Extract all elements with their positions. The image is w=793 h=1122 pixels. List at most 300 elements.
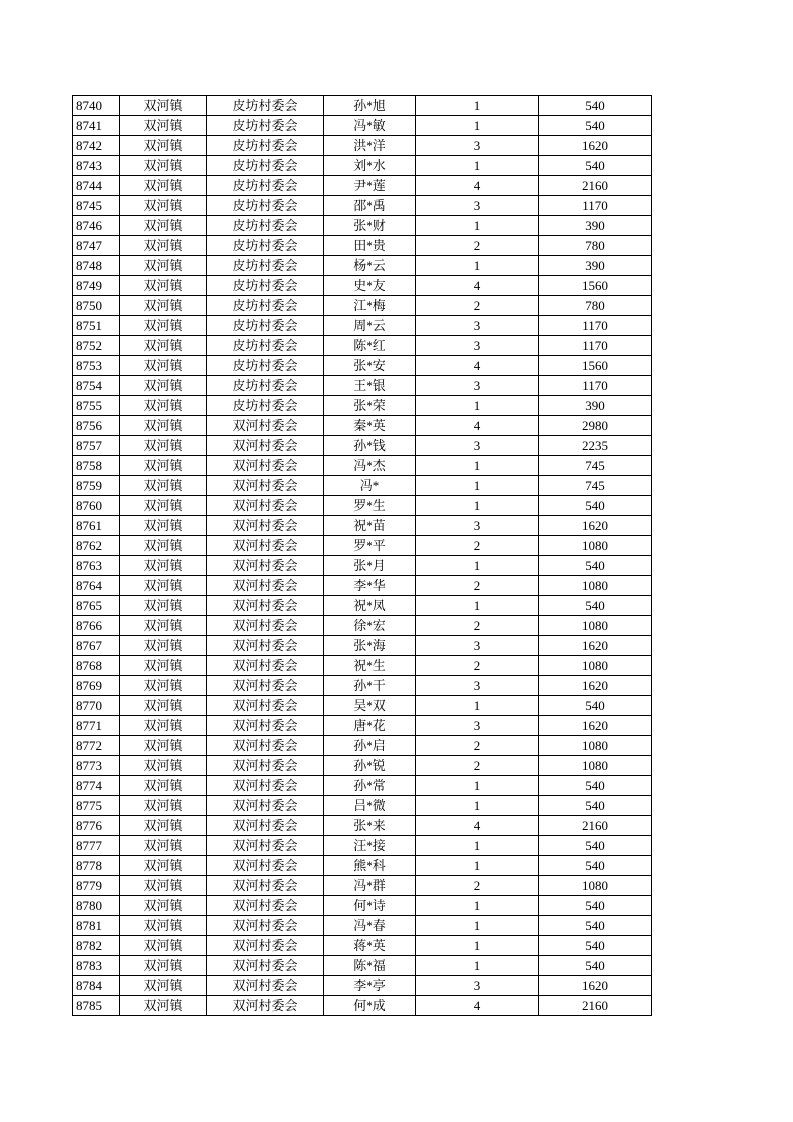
- town-cell: 双河镇: [120, 196, 207, 216]
- table-row: [73, 876, 652, 896]
- name-cell: 张*荣: [324, 396, 416, 416]
- count-cell: 1: [416, 856, 539, 876]
- village-committee-cell: 皮坊村委会: [207, 256, 324, 276]
- table-row: [73, 476, 652, 496]
- count-cell: 3: [416, 196, 539, 216]
- town-cell: 双河镇: [120, 536, 207, 556]
- town-cell: 双河镇: [120, 336, 207, 356]
- row-number-cell: 8747: [73, 236, 120, 256]
- name-cell: 祝*生: [324, 656, 416, 676]
- village-committee-cell: 双河村委会: [207, 636, 324, 656]
- name-cell: 邵*禹: [324, 196, 416, 216]
- name-cell: 唐*花: [324, 716, 416, 736]
- town-cell: 双河镇: [120, 696, 207, 716]
- row-number-cell: 8761: [73, 516, 120, 536]
- village-committee-cell: 双河村委会: [207, 496, 324, 516]
- count-cell: 3: [416, 676, 539, 696]
- table-row: [73, 836, 652, 856]
- count-cell: 1: [416, 776, 539, 796]
- town-cell: 双河镇: [120, 236, 207, 256]
- amount-cell: 390: [539, 216, 652, 236]
- name-cell: 吴*双: [324, 696, 416, 716]
- name-cell: 陈*红: [324, 336, 416, 356]
- village-committee-cell: 双河村委会: [207, 456, 324, 476]
- name-cell: 罗*生: [324, 496, 416, 516]
- name-cell: 汪*接: [324, 836, 416, 856]
- count-cell: 1: [416, 496, 539, 516]
- amount-cell: 2235: [539, 436, 652, 456]
- count-cell: 2: [416, 756, 539, 776]
- town-cell: 双河镇: [120, 896, 207, 916]
- village-committee-cell: 双河村委会: [207, 616, 324, 636]
- row-number-cell: 8777: [73, 836, 120, 856]
- village-committee-cell: 双河村委会: [207, 676, 324, 696]
- table-row: [73, 236, 652, 256]
- table-row: [73, 416, 652, 436]
- town-cell: 双河镇: [120, 296, 207, 316]
- table-row: [73, 956, 652, 976]
- row-number-cell: 8773: [73, 756, 120, 776]
- count-cell: 1: [416, 916, 539, 936]
- village-committee-cell: 双河村委会: [207, 816, 324, 836]
- amount-cell: 540: [539, 776, 652, 796]
- town-cell: 双河镇: [120, 476, 207, 496]
- table-row: [73, 296, 652, 316]
- amount-cell: 540: [539, 556, 652, 576]
- table-row: [73, 436, 652, 456]
- table-row: [73, 316, 652, 336]
- table-row: [73, 976, 652, 996]
- name-cell: 罗*平: [324, 536, 416, 556]
- table-row: [73, 936, 652, 956]
- row-number-cell: 8765: [73, 596, 120, 616]
- table-row: [73, 996, 652, 1016]
- name-cell: 何*成: [324, 996, 416, 1016]
- village-committee-cell: 双河村委会: [207, 956, 324, 976]
- name-cell: 冯*: [324, 476, 416, 496]
- row-number-cell: 8770: [73, 696, 120, 716]
- row-number-cell: 8740: [73, 96, 120, 116]
- count-cell: 2: [416, 656, 539, 676]
- row-number-cell: 8762: [73, 536, 120, 556]
- count-cell: 1: [416, 896, 539, 916]
- count-cell: 3: [416, 716, 539, 736]
- town-cell: 双河镇: [120, 96, 207, 116]
- count-cell: 2: [416, 736, 539, 756]
- table-row: [73, 816, 652, 836]
- count-cell: 1: [416, 596, 539, 616]
- amount-cell: 540: [539, 156, 652, 176]
- town-cell: 双河镇: [120, 736, 207, 756]
- town-cell: 双河镇: [120, 756, 207, 776]
- name-cell: 张*财: [324, 216, 416, 236]
- name-cell: 杨*云: [324, 256, 416, 276]
- town-cell: 双河镇: [120, 796, 207, 816]
- village-committee-cell: 双河村委会: [207, 556, 324, 576]
- amount-cell: 1080: [539, 616, 652, 636]
- village-committee-cell: 双河村委会: [207, 416, 324, 436]
- row-number-cell: 8780: [73, 896, 120, 916]
- table-row: [73, 216, 652, 236]
- village-committee-cell: 皮坊村委会: [207, 156, 324, 176]
- table-row: [73, 856, 652, 876]
- row-number-cell: 8742: [73, 136, 120, 156]
- row-number-cell: 8784: [73, 976, 120, 996]
- village-committee-cell: 双河村委会: [207, 716, 324, 736]
- row-number-cell: 8744: [73, 176, 120, 196]
- village-committee-cell: 皮坊村委会: [207, 116, 324, 136]
- village-committee-cell: 皮坊村委会: [207, 296, 324, 316]
- village-committee-cell: 双河村委会: [207, 696, 324, 716]
- row-number-cell: 8775: [73, 796, 120, 816]
- name-cell: 冯*杰: [324, 456, 416, 476]
- village-committee-cell: 皮坊村委会: [207, 136, 324, 156]
- count-cell: 2: [416, 616, 539, 636]
- town-cell: 双河镇: [120, 176, 207, 196]
- village-committee-cell: 双河村委会: [207, 996, 324, 1016]
- row-number-cell: 8752: [73, 336, 120, 356]
- village-committee-cell: 双河村委会: [207, 976, 324, 996]
- count-cell: 1: [416, 96, 539, 116]
- amount-cell: 540: [539, 916, 652, 936]
- name-cell: 孙*旭: [324, 96, 416, 116]
- amount-cell: 1620: [539, 716, 652, 736]
- table-row: [73, 756, 652, 776]
- count-cell: 1: [416, 556, 539, 576]
- name-cell: 张*安: [324, 356, 416, 376]
- amount-cell: 540: [539, 96, 652, 116]
- count-cell: 3: [416, 336, 539, 356]
- amount-cell: 1080: [539, 536, 652, 556]
- name-cell: 李*华: [324, 576, 416, 596]
- amount-cell: 540: [539, 496, 652, 516]
- village-committee-cell: 双河村委会: [207, 796, 324, 816]
- town-cell: 双河镇: [120, 216, 207, 236]
- row-number-cell: 8785: [73, 996, 120, 1016]
- row-number-cell: 8781: [73, 916, 120, 936]
- count-cell: 3: [416, 316, 539, 336]
- town-cell: 双河镇: [120, 276, 207, 296]
- row-number-cell: 8782: [73, 936, 120, 956]
- name-cell: 陈*福: [324, 956, 416, 976]
- table-row: [73, 196, 652, 216]
- village-committee-cell: 双河村委会: [207, 596, 324, 616]
- name-cell: 孙*锐: [324, 756, 416, 776]
- amount-cell: 1080: [539, 876, 652, 896]
- amount-cell: 540: [539, 596, 652, 616]
- amount-cell: 390: [539, 256, 652, 276]
- town-cell: 双河镇: [120, 776, 207, 796]
- data-table: [72, 95, 652, 1016]
- count-cell: 1: [416, 116, 539, 136]
- town-cell: 双河镇: [120, 316, 207, 336]
- table-row: [73, 96, 652, 116]
- table-row: [73, 496, 652, 516]
- village-committee-cell: 双河村委会: [207, 856, 324, 876]
- count-cell: 1: [416, 476, 539, 496]
- row-number-cell: 8741: [73, 116, 120, 136]
- amount-cell: 1170: [539, 376, 652, 396]
- town-cell: 双河镇: [120, 616, 207, 636]
- count-cell: 4: [416, 356, 539, 376]
- town-cell: 双河镇: [120, 256, 207, 276]
- town-cell: 双河镇: [120, 976, 207, 996]
- town-cell: 双河镇: [120, 396, 207, 416]
- town-cell: 双河镇: [120, 656, 207, 676]
- table-row: [73, 116, 652, 136]
- amount-cell: 1080: [539, 756, 652, 776]
- name-cell: 江*梅: [324, 296, 416, 316]
- row-number-cell: 8754: [73, 376, 120, 396]
- row-number-cell: 8771: [73, 716, 120, 736]
- village-committee-cell: 双河村委会: [207, 776, 324, 796]
- town-cell: 双河镇: [120, 856, 207, 876]
- row-number-cell: 8748: [73, 256, 120, 276]
- town-cell: 双河镇: [120, 876, 207, 896]
- town-cell: 双河镇: [120, 576, 207, 596]
- count-cell: 1: [416, 936, 539, 956]
- count-cell: 2: [416, 296, 539, 316]
- amount-cell: 1170: [539, 336, 652, 356]
- row-number-cell: 8768: [73, 656, 120, 676]
- amount-cell: 1080: [539, 576, 652, 596]
- village-committee-cell: 双河村委会: [207, 536, 324, 556]
- table-row: [73, 696, 652, 716]
- village-committee-cell: 皮坊村委会: [207, 336, 324, 356]
- town-cell: 双河镇: [120, 416, 207, 436]
- count-cell: 4: [416, 996, 539, 1016]
- village-committee-cell: 皮坊村委会: [207, 276, 324, 296]
- amount-cell: 1560: [539, 276, 652, 296]
- row-number-cell: 8751: [73, 316, 120, 336]
- town-cell: 双河镇: [120, 116, 207, 136]
- town-cell: 双河镇: [120, 916, 207, 936]
- count-cell: 1: [416, 956, 539, 976]
- row-number-cell: 8772: [73, 736, 120, 756]
- name-cell: 史*友: [324, 276, 416, 296]
- village-committee-cell: 皮坊村委会: [207, 196, 324, 216]
- village-committee-cell: 双河村委会: [207, 756, 324, 776]
- amount-cell: 1620: [539, 516, 652, 536]
- village-committee-cell: 双河村委会: [207, 896, 324, 916]
- village-committee-cell: 双河村委会: [207, 736, 324, 756]
- count-cell: 1: [416, 156, 539, 176]
- count-cell: 1: [416, 696, 539, 716]
- table-row: [73, 776, 652, 796]
- table-row: [73, 616, 652, 636]
- village-committee-cell: 双河村委会: [207, 436, 324, 456]
- row-number-cell: 8756: [73, 416, 120, 436]
- count-cell: 1: [416, 256, 539, 276]
- village-committee-cell: 双河村委会: [207, 916, 324, 936]
- row-number-cell: 8774: [73, 776, 120, 796]
- row-number-cell: 8783: [73, 956, 120, 976]
- town-cell: 双河镇: [120, 356, 207, 376]
- amount-cell: 780: [539, 236, 652, 256]
- town-cell: 双河镇: [120, 596, 207, 616]
- name-cell: 冯*敏: [324, 116, 416, 136]
- name-cell: 洪*洋: [324, 136, 416, 156]
- village-committee-cell: 双河村委会: [207, 656, 324, 676]
- amount-cell: 780: [539, 296, 652, 316]
- amount-cell: 1560: [539, 356, 652, 376]
- name-cell: 何*诗: [324, 896, 416, 916]
- name-cell: 孙*启: [324, 736, 416, 756]
- count-cell: 4: [416, 276, 539, 296]
- row-number-cell: 8764: [73, 576, 120, 596]
- name-cell: 冯*群: [324, 876, 416, 896]
- row-number-cell: 8749: [73, 276, 120, 296]
- table-row: [73, 596, 652, 616]
- amount-cell: 1170: [539, 196, 652, 216]
- village-committee-cell: 皮坊村委会: [207, 236, 324, 256]
- table-row: [73, 516, 652, 536]
- count-cell: 3: [416, 516, 539, 536]
- amount-cell: 1170: [539, 316, 652, 336]
- count-cell: 4: [416, 416, 539, 436]
- name-cell: 徐*宏: [324, 616, 416, 636]
- table-row: [73, 276, 652, 296]
- amount-cell: 540: [539, 836, 652, 856]
- amount-cell: 540: [539, 956, 652, 976]
- table-row: [73, 376, 652, 396]
- count-cell: 4: [416, 176, 539, 196]
- count-cell: 2: [416, 876, 539, 896]
- amount-cell: 745: [539, 456, 652, 476]
- name-cell: 祝*凤: [324, 596, 416, 616]
- village-committee-cell: 双河村委会: [207, 476, 324, 496]
- row-number-cell: 8766: [73, 616, 120, 636]
- row-number-cell: 8750: [73, 296, 120, 316]
- table-row: [73, 356, 652, 376]
- row-number-cell: 8778: [73, 856, 120, 876]
- amount-cell: 390: [539, 396, 652, 416]
- row-number-cell: 8758: [73, 456, 120, 476]
- town-cell: 双河镇: [120, 836, 207, 856]
- village-committee-cell: 皮坊村委会: [207, 376, 324, 396]
- count-cell: 3: [416, 376, 539, 396]
- table-row: [73, 456, 652, 476]
- table-row: [73, 896, 652, 916]
- table-row: [73, 656, 652, 676]
- amount-cell: 2980: [539, 416, 652, 436]
- name-cell: 祝*苗: [324, 516, 416, 536]
- town-cell: 双河镇: [120, 936, 207, 956]
- name-cell: 孙*常: [324, 776, 416, 796]
- amount-cell: 540: [539, 936, 652, 956]
- row-number-cell: 8767: [73, 636, 120, 656]
- table-row: [73, 156, 652, 176]
- table-row: [73, 916, 652, 936]
- amount-cell: 540: [539, 796, 652, 816]
- table-row: [73, 636, 652, 656]
- village-committee-cell: 皮坊村委会: [207, 96, 324, 116]
- town-cell: 双河镇: [120, 996, 207, 1016]
- village-committee-cell: 双河村委会: [207, 836, 324, 856]
- town-cell: 双河镇: [120, 516, 207, 536]
- town-cell: 双河镇: [120, 156, 207, 176]
- amount-cell: 2160: [539, 176, 652, 196]
- amount-cell: 540: [539, 856, 652, 876]
- village-committee-cell: 皮坊村委会: [207, 316, 324, 336]
- table-row: [73, 796, 652, 816]
- amount-cell: 2160: [539, 996, 652, 1016]
- count-cell: 1: [416, 796, 539, 816]
- amount-cell: 1620: [539, 976, 652, 996]
- row-number-cell: 8759: [73, 476, 120, 496]
- name-cell: 王*银: [324, 376, 416, 396]
- amount-cell: 540: [539, 696, 652, 716]
- town-cell: 双河镇: [120, 136, 207, 156]
- table-row: [73, 576, 652, 596]
- row-number-cell: 8757: [73, 436, 120, 456]
- row-number-cell: 8760: [73, 496, 120, 516]
- town-cell: 双河镇: [120, 556, 207, 576]
- count-cell: 3: [416, 136, 539, 156]
- village-committee-cell: 双河村委会: [207, 876, 324, 896]
- row-number-cell: 8753: [73, 356, 120, 376]
- table-row: [73, 136, 652, 156]
- row-number-cell: 8755: [73, 396, 120, 416]
- table-row: [73, 256, 652, 276]
- amount-cell: 745: [539, 476, 652, 496]
- name-cell: 冯*春: [324, 916, 416, 936]
- amount-cell: 540: [539, 116, 652, 136]
- town-cell: 双河镇: [120, 716, 207, 736]
- amount-cell: 1620: [539, 636, 652, 656]
- name-cell: 蒋*英: [324, 936, 416, 956]
- amount-cell: 540: [539, 896, 652, 916]
- name-cell: 田*贵: [324, 236, 416, 256]
- count-cell: 1: [416, 456, 539, 476]
- name-cell: 秦*英: [324, 416, 416, 436]
- village-committee-cell: 皮坊村委会: [207, 396, 324, 416]
- village-committee-cell: 皮坊村委会: [207, 356, 324, 376]
- row-number-cell: 8769: [73, 676, 120, 696]
- village-committee-cell: 皮坊村委会: [207, 176, 324, 196]
- count-cell: 3: [416, 976, 539, 996]
- town-cell: 双河镇: [120, 816, 207, 836]
- town-cell: 双河镇: [120, 496, 207, 516]
- name-cell: 张*海: [324, 636, 416, 656]
- village-committee-cell: 双河村委会: [207, 516, 324, 536]
- row-number-cell: 8745: [73, 196, 120, 216]
- count-cell: 1: [416, 216, 539, 236]
- table-row: [73, 336, 652, 356]
- row-number-cell: 8746: [73, 216, 120, 236]
- name-cell: 李*亭: [324, 976, 416, 996]
- village-committee-cell: 双河村委会: [207, 936, 324, 956]
- row-number-cell: 8743: [73, 156, 120, 176]
- count-cell: 1: [416, 836, 539, 856]
- amount-cell: 1620: [539, 676, 652, 696]
- count-cell: 3: [416, 636, 539, 656]
- count-cell: 1: [416, 396, 539, 416]
- name-cell: 张*月: [324, 556, 416, 576]
- name-cell: 周*云: [324, 316, 416, 336]
- town-cell: 双河镇: [120, 956, 207, 976]
- table-body: [73, 96, 652, 1016]
- name-cell: 张*来: [324, 816, 416, 836]
- name-cell: 熊*科: [324, 856, 416, 876]
- town-cell: 双河镇: [120, 376, 207, 396]
- table-row: [73, 716, 652, 736]
- table-row: [73, 176, 652, 196]
- count-cell: 2: [416, 236, 539, 256]
- name-cell: 孙*钱: [324, 436, 416, 456]
- village-committee-cell: 双河村委会: [207, 576, 324, 596]
- count-cell: 4: [416, 816, 539, 836]
